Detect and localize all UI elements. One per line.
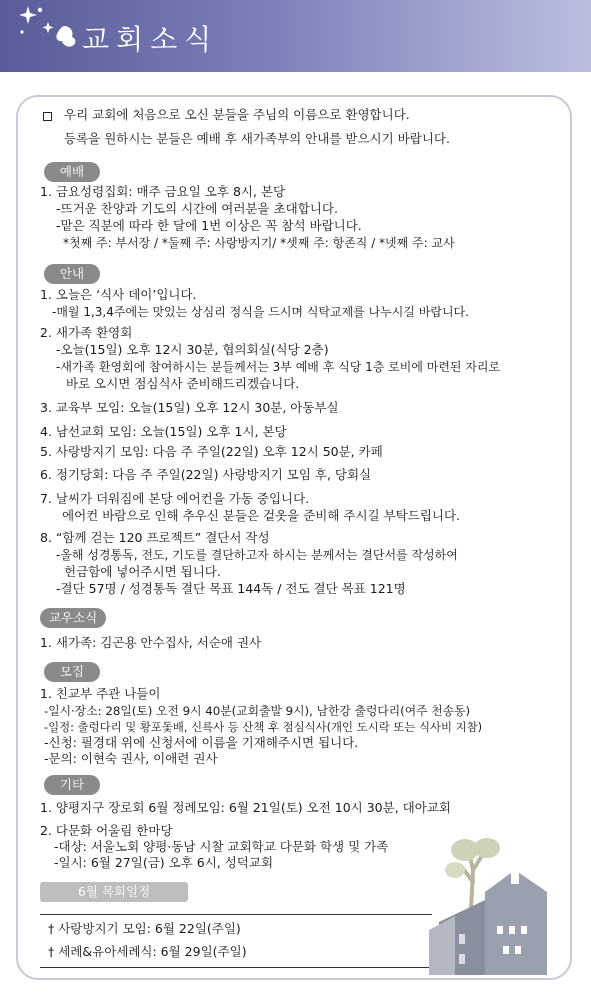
checkbox-icon	[43, 112, 52, 121]
list-item: -새가족 환영회에 참여하시는 분들께서는 3부 예배 후 식당 1층 로비에 마련된 자리로	[56, 360, 501, 374]
divider	[40, 914, 432, 915]
section-tag-schedule: 6월 목회일정	[40, 882, 188, 902]
list-item: -일시: 6월 27일(금) 오후 6시, 성덕교회	[54, 855, 274, 870]
list-item: 1. 양평지구 장로회 6월 정례모임: 6월 21일(토) 오전 10시 30분, 대아교회	[40, 800, 451, 815]
section-tag-worship: 예배	[44, 162, 100, 182]
list-item: 2. 새가족 환영회	[40, 325, 133, 340]
list-item: 바로 오시면 점심식사 준비해드리겠습니다.	[66, 376, 300, 391]
list-item: *첫째 주: 부서장 / *둘째 주: 사랑방지기/ *셋째 주: 항존직 / *넷째 주: 교사	[63, 236, 455, 250]
list-item: 헌금함에 넣어주시면 됩니다.	[64, 564, 221, 579]
list-item: 1. 금요성령집회: 매주 금요일 오후 8시, 본당	[40, 184, 286, 199]
list-item: 1. 친교부 주관 나들이	[40, 686, 161, 701]
list-item: 2. 다문화 어울림 한마당	[40, 823, 173, 838]
list-item: -문의: 이현숙 권사, 이애련 권사	[44, 751, 218, 766]
section-tag-members: 교우소식	[40, 608, 106, 628]
list-item: 1. 오늘은 ‘식사 데이’입니다.	[40, 287, 197, 302]
list-item: -뜨거운 찬양과 기도의 시간에 여러분을 초대합니다.	[56, 201, 338, 216]
church-illustration-icon	[425, 830, 560, 975]
list-item: 1. 새가족: 김곤용 안수집사, 서순애 권사	[40, 635, 262, 650]
list-item: -올해 성경통독, 전도, 기도를 결단하고자 하시는 분께서는 결단서를 작성하여	[56, 548, 458, 562]
welcome-line: 등록을 원하시는 분들은 예배 후 새가족부의 안내를 받으시기 바랍니다.	[64, 131, 450, 146]
sparkle-icon	[14, 4, 80, 52]
list-item: -신청: 필경대 위에 신청서에 이름을 기재해주시면 됩니다.	[44, 735, 359, 750]
list-item: -대상: 서울노회 양평·동남 시찰 교회학교 다문화 학생 및 가족	[54, 839, 389, 854]
section-tag-recruit: 모집	[44, 662, 100, 682]
page-header	[0, 0, 591, 72]
list-item: -결단 57명 / 성경통독 결단 목표 144독 / 전도 결단 목표 121명	[56, 581, 406, 596]
welcome-line: 우리 교회에 처음으로 오신 분들을 주님의 이름으로 환영합니다.	[64, 107, 410, 122]
schedule-item: † 사랑방지기 모임: 6월 22일(주일)	[48, 921, 241, 936]
section-tag-etc: 기타	[44, 775, 100, 795]
list-item: -일정: 출렁다리 및 황포돛배, 신륵사 등 산책 후 점심식사(개인 도시락 또는 식사비 지참)	[44, 720, 483, 734]
list-item: -매월 1,3,4주에는 맛있는 상심리 정식을 드시며 식탁교제를 나누시길 바랍니다.	[52, 305, 469, 319]
schedule-item: † 세례&유아세례식: 6월 29일(주일)	[48, 944, 247, 959]
list-item: 4. 남선교회 모임: 오늘(15일) 오후 1시, 본당	[40, 424, 287, 439]
list-item: 5. 사랑방지기 모임: 다음 주 주일(22일) 오후 12시 50분, 카페	[40, 444, 383, 459]
list-item: 8. “함께 걷는 120 프로젝트” 결단서 작성	[40, 530, 270, 545]
list-item: -맡은 직분에 따라 한 달에 1번 이상은 꼭 참석 바랍니다.	[56, 218, 362, 233]
divider	[40, 967, 432, 968]
section-tag-notice: 안내	[44, 264, 100, 284]
list-item: 6. 정기당회: 다음 주 주일(22일) 사랑방지기 모임 후, 당회실	[40, 467, 372, 482]
list-item: 3. 교육부 모임: 오늘(15일) 오후 12시 30분, 아동부실	[40, 400, 339, 415]
list-item: -오늘(15일) 오후 12시 30분, 협의회실(식당 2층)	[56, 342, 329, 357]
list-item: -일시·장소: 28일(토) 오전 9시 40분(교회출발 9시), 남한강 출렁다리(여주 천송동)	[44, 704, 471, 718]
list-item: 7. 날씨가 더워짐에 본당 에어컨을 가동 중입니다.	[40, 491, 310, 506]
page-title: 교회소식	[82, 23, 219, 56]
list-item: 에어컨 바람으로 인해 추우신 분들은 겉옷을 준비해 주시길 부탁드립니다.	[62, 508, 461, 523]
